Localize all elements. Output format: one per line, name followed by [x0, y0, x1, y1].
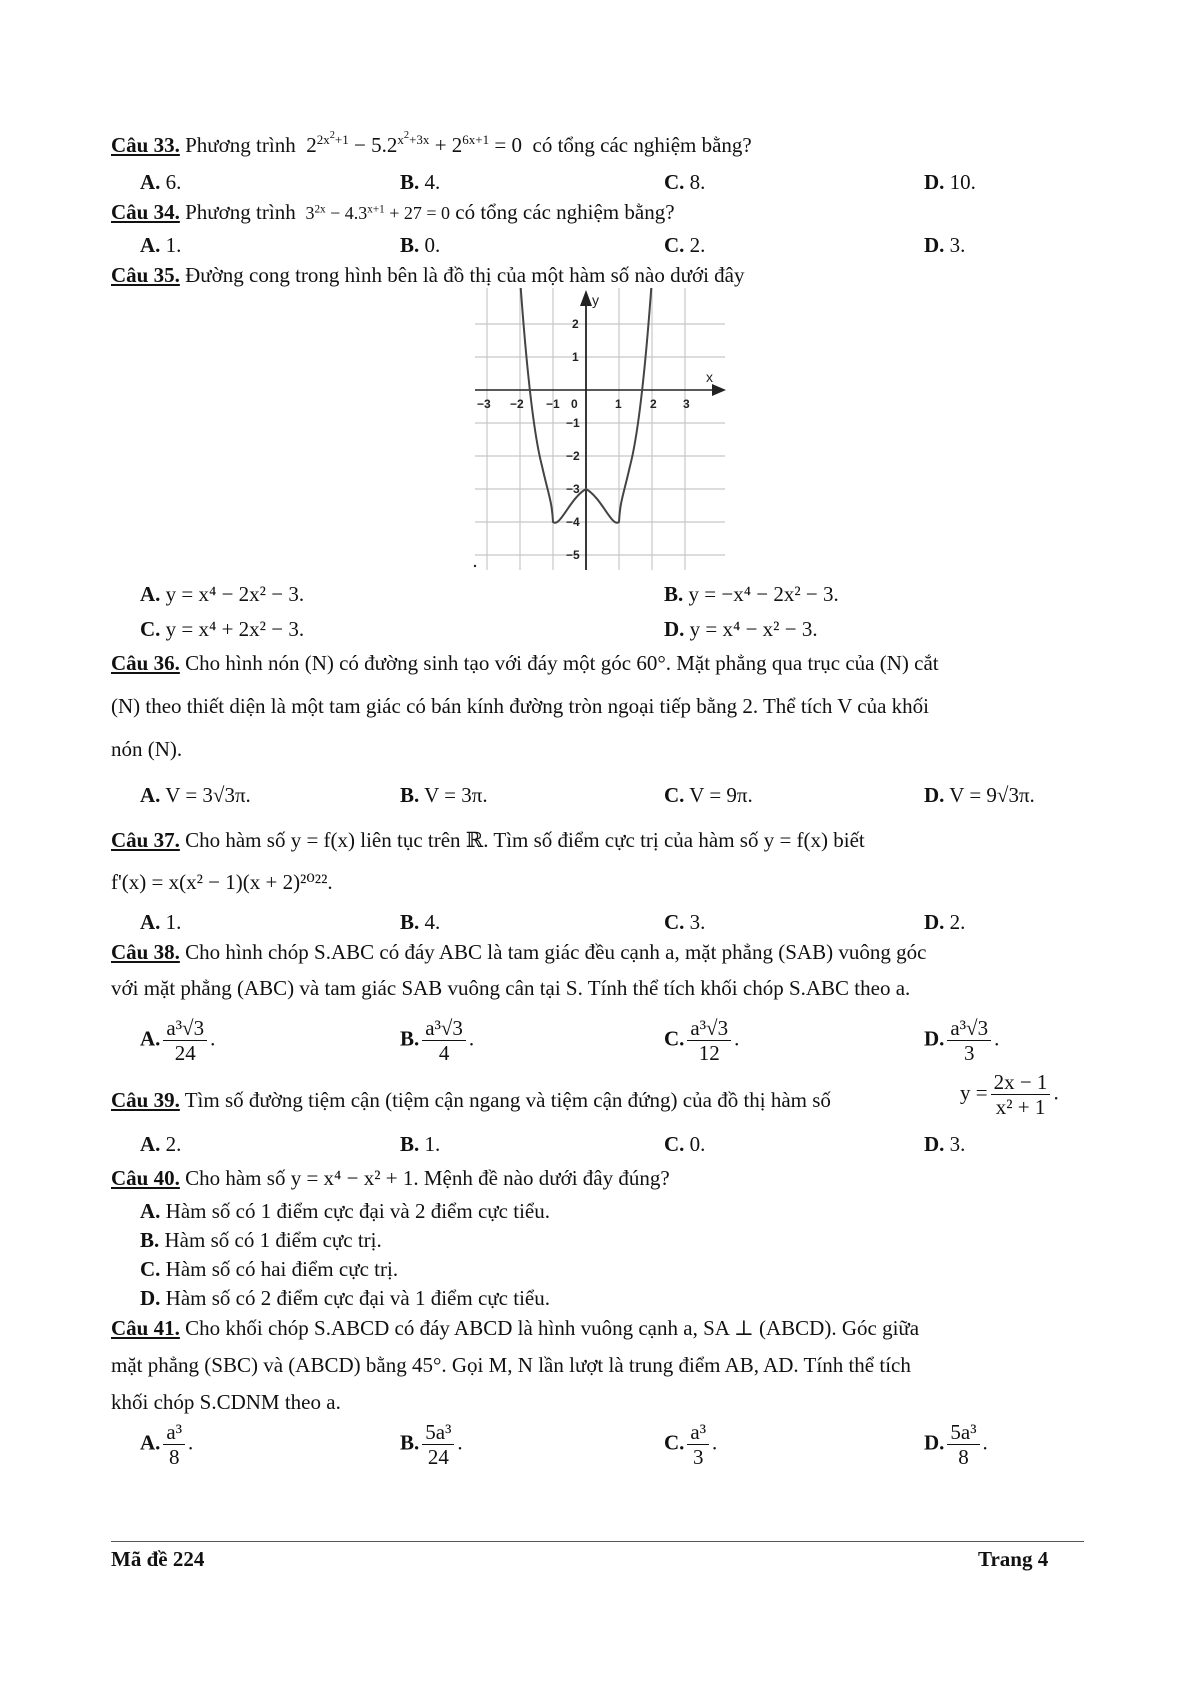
derivative-formula: f'(x) = x(x² − 1)(x + 2)²⁰²².: [111, 870, 333, 894]
option-d[interactable]: D. 10.: [924, 170, 976, 194]
y-axis-label: y: [592, 292, 599, 308]
question-label: Câu 40.: [111, 1166, 180, 1190]
svg-text:1: 1: [572, 350, 579, 364]
option-b[interactable]: B. 4.: [400, 170, 441, 194]
question-label: Câu 34.: [111, 200, 180, 224]
footer-divider: [111, 1541, 1084, 1542]
svg-text:−2: −2: [510, 397, 524, 411]
question-text: Tìm số đường tiệm cận (tiệm cận ngang và tiệm cận đứng) của đồ thị hàm số: [184, 1088, 831, 1112]
svg-text:−3: −3: [566, 482, 580, 496]
question-label: Câu 35.: [111, 263, 180, 287]
option-a[interactable]: A. $\frac{\text{a³√3}}{24}$ .: [140, 1016, 216, 1066]
question-text: có tổng các nghiệm bằng?: [532, 133, 752, 157]
question-41-stem: [111, 1316, 919, 1341]
question-text: Phương trình: [185, 133, 296, 157]
question-37-stem: [111, 828, 865, 853]
option-b[interactable]: B. 4.: [400, 910, 441, 934]
question-text: Cho hàm số y = f(x) liên tục trên ℝ. Tìm số điểm cực trị của hàm số y = f(x) biết: [185, 828, 865, 852]
option-d[interactable]: D. 3.: [924, 1132, 966, 1156]
option-b[interactable]: B. 0.: [400, 233, 441, 257]
question-text: mặt phẳng (SBC) và (ABCD) bằng 45°. Gọi M, N lần lượt là trung điểm AB, AD. Tính thể tích: [111, 1353, 911, 1377]
option-c[interactable]: C. $\frac{\text{a³}}{3}$ .: [664, 1420, 718, 1470]
option-d[interactable]: D. V = 9√3π.: [924, 783, 1035, 807]
question-text: Đường cong trong hình bên là đồ thị của một hàm số nào dưới đây: [185, 263, 745, 287]
page-number: Trang 4: [978, 1547, 1049, 1571]
question-label: Câu 41.: [111, 1316, 180, 1340]
option-d[interactable]: D. 3.: [924, 233, 966, 257]
svg-text:−4: −4: [566, 515, 580, 529]
question-text: với mặt phẳng (ABC) và tam giác SAB vuông cân tại S. Tính thể tích khối chóp S.ABC theo a.: [111, 976, 911, 1000]
question-36-stem: [111, 651, 939, 676]
question-40-stem: [111, 1166, 670, 1191]
option-a[interactable]: A. y = x⁴ − 2x² − 3.: [140, 582, 305, 606]
option-d[interactable]: D. 2.: [924, 910, 966, 934]
option-b[interactable]: B. 1.: [400, 1132, 441, 1156]
option-b[interactable]: B. V = 3π.: [400, 783, 488, 807]
question-label: Câu 33.: [111, 133, 180, 157]
svg-text:−2: −2: [566, 449, 580, 463]
option-b[interactable]: B. $\frac{\text{a³√3}}{4}$ .: [400, 1016, 475, 1066]
svg-text:0: 0: [571, 397, 578, 411]
question-text: khối chóp S.CDNM theo a.: [111, 1390, 341, 1414]
question-label: Câu 38.: [111, 940, 180, 964]
equation: $2^{2x^2+1} - 5.2^{x^2+3x} + 2^{6x+1} = 0$: [300, 129, 528, 157]
option-d[interactable]: D. $\frac{\text{5a³}}{8}$ .: [924, 1420, 988, 1470]
question-35-stem: [111, 263, 745, 288]
equation: $3^{2x} - 4.3^{x+1} + 27 = 0$: [300, 203, 451, 223]
svg-text:−5: −5: [566, 548, 580, 562]
question-38-stem: [111, 940, 926, 965]
question-text: Cho khối chóp S.ABCD có đáy ABCD là hình vuông cạnh a, SA ⊥ (ABCD). Góc giữa: [185, 1316, 920, 1340]
option-b[interactable]: B. $\frac{\text{5a³}}{24}$ .: [400, 1420, 463, 1470]
svg-text:1: 1: [615, 397, 622, 411]
svg-text:3: 3: [683, 397, 690, 411]
option-c[interactable]: C. 0.: [664, 1132, 706, 1156]
option-c[interactable]: C. $\frac{\text{a³√3}}{12}$ .: [664, 1016, 740, 1066]
option-c[interactable]: C. V = 9π.: [664, 783, 753, 807]
question-label: Câu 37.: [111, 828, 180, 852]
question-34-stem: [111, 200, 675, 225]
option-c[interactable]: C. Hàm số có hai điểm cực trị.: [140, 1257, 399, 1281]
option-a[interactable]: A. V = 3√3π.: [140, 783, 251, 807]
question-text: Cho hình nón (N) có đường sinh tạo với đáy một góc 60°. Mặt phẳng qua trục của (N) cắt: [185, 651, 939, 675]
option-d[interactable]: D. Hàm số có 2 điểm cực đại và 1 điểm cực tiểu.: [140, 1286, 550, 1310]
option-c[interactable]: C. 8.: [664, 170, 706, 194]
question-39-stem: [111, 1088, 831, 1113]
option-a[interactable]: A. 1.: [140, 910, 182, 934]
option-a[interactable]: A. Hàm số có 1 điểm cực đại và 2 điểm cực tiểu.: [140, 1199, 550, 1223]
option-a[interactable]: A. 6.: [140, 170, 182, 194]
option-a[interactable]: A. 1.: [140, 233, 182, 257]
question-text: Cho hình chóp S.ABC có đáy ABC là tam giác đều cạnh a, mặt phẳng (SAB) vuông góc: [185, 940, 927, 964]
svg-text:2: 2: [572, 317, 579, 331]
option-b[interactable]: B. y = −x⁴ − 2x² − 3.: [664, 582, 839, 606]
question-text: có tổng các nghiệm bằng?: [455, 200, 675, 224]
svg-text:2: 2: [650, 397, 657, 411]
question-text: nón (N).: [111, 737, 183, 761]
question-33-stem: [111, 129, 752, 158]
option-c[interactable]: C. 2.: [664, 233, 706, 257]
y-axis-arrow-icon: [580, 290, 592, 306]
option-c[interactable]: C. 3.: [664, 910, 706, 934]
svg-text:−1: −1: [546, 397, 560, 411]
option-b[interactable]: B. Hàm số có 1 điểm cực trị.: [140, 1228, 382, 1252]
question-label: Câu 39.: [111, 1088, 180, 1112]
question-label: Câu 36.: [111, 651, 180, 675]
function-graph: [470, 288, 730, 573]
question-text: Phương trình: [185, 200, 296, 224]
option-c[interactable]: C. y = x⁴ + 2x² − 3.: [140, 617, 305, 641]
svg-text:−3: −3: [477, 397, 491, 411]
option-d[interactable]: D. y = x⁴ − x² − 3.: [664, 617, 818, 641]
svg-text:−1: −1: [566, 416, 580, 430]
x-axis-arrow-icon: [712, 384, 726, 396]
grid-lines: [475, 288, 725, 570]
option-d[interactable]: D. $\frac{\text{a³√3}}{3}$ .: [924, 1016, 1000, 1066]
function-fraction: y = $\frac{2x - 1}{\text{x² + 1}}$ .: [960, 1070, 1059, 1120]
option-a[interactable]: A. 2.: [140, 1132, 182, 1156]
exam-code: Mã đề 224: [111, 1547, 205, 1571]
x-axis-label: x: [706, 369, 713, 385]
question-text: Cho hàm số y = x⁴ − x² + 1. Mệnh đề nào dưới đây đúng?: [185, 1166, 670, 1190]
question-text: (N) theo thiết diện là một tam giác có bán kính đường tròn ngoại tiếp bằng 2. Thể tích V của khối: [111, 694, 929, 718]
option-a[interactable]: A. $\frac{\text{a³}}{8}$ .: [140, 1420, 194, 1470]
